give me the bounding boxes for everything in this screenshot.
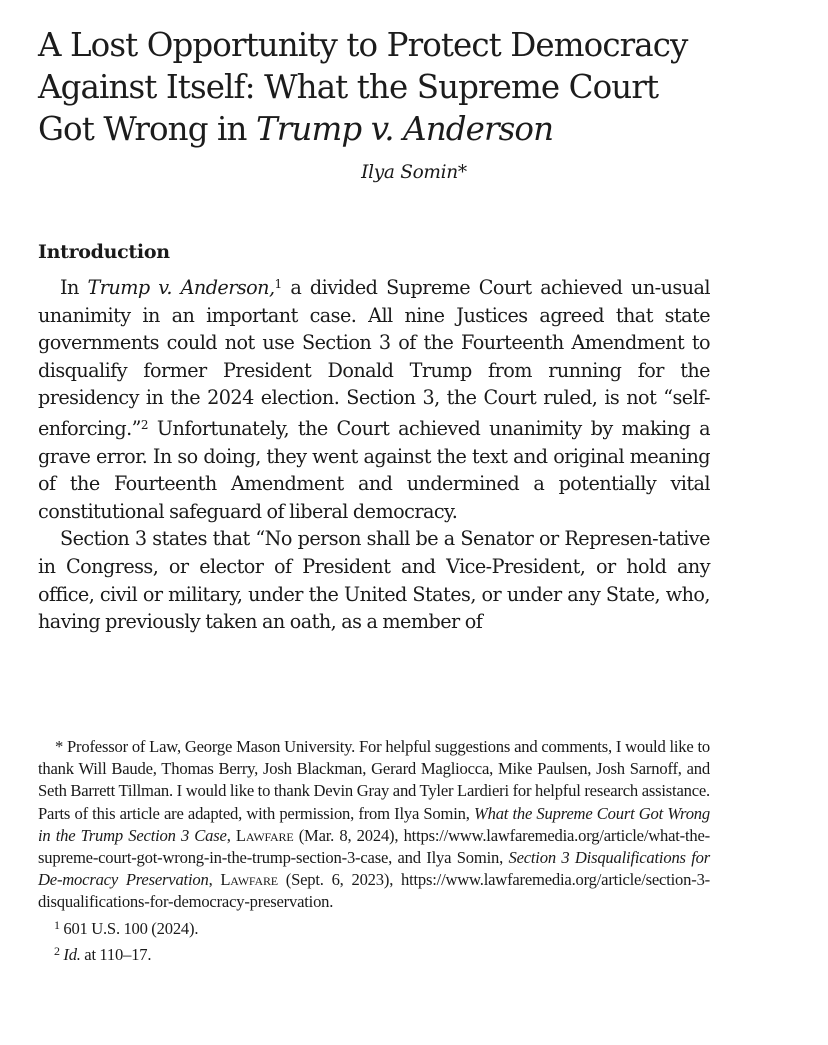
paragraph-1 (38, 271, 710, 525)
footnote-ref-2: 2 (140, 417, 149, 432)
footnotes (38, 736, 710, 966)
author-name: Ilya Somin* (361, 162, 467, 183)
footnote-2-text: at 110–17. (80, 944, 152, 964)
p1-mid: a divided Supreme Court achieved un-usual unanimity in an important case. All nine Justices agreed that state governments could not use Section 3 of the Fourteenth Amendment to disqualify former President Donald Trump from running for the presidency in the 2024 election. Section 3, the Court ruled, is not “self-enforcing.” (38, 276, 710, 440)
p1-case-name: Trump v. Anderson, (87, 276, 275, 299)
article-page (38, 24, 710, 636)
fn-star-sep-1: , (226, 825, 236, 845)
title-line-2: Against Itself: What the Supreme Court (38, 68, 659, 106)
footnote-ref-1: 1 (274, 277, 282, 291)
fn-star-sep-2: , (208, 870, 221, 890)
footnote-1-text: 601 U.S. 100 (2024). (59, 918, 199, 938)
title-line-3-text: Got Wrong in (38, 110, 256, 148)
footnote-2-id: Id. (63, 944, 81, 964)
footnote-1-number: 1 (54, 917, 60, 932)
fn-star-publication-2: Lawfare (220, 870, 278, 890)
article-title (38, 24, 710, 150)
footnote-2 (38, 940, 710, 966)
section-heading: Introduction (38, 241, 170, 263)
footnote-2-number: 2 (54, 943, 60, 958)
fn-star-text-2: (Mar. 8, 2024), https://www.lawfaremedia.org/article/what-the-supreme-court-got-wrong-in-the-trump-section-3-case, and Ilya Somin, (38, 825, 711, 868)
fn-star-title-2: Section 3 Disqualifications for De-mocracy Preservation (38, 848, 710, 890)
footnote-author (38, 736, 710, 914)
fn-star-text-1: * Professor of Law, George Mason University. For helpful suggestions and comments, I would like to thank Will Baude, Thomas Berry, Josh Blackman, Gerard Magliocca, Mike Paulsen, Josh Sarnoff, and Seth Barrett Tillman. I would like to thank Devin Gray and Tyler Lardieri for helpful research assistance. Parts of this article are adapted, with permission, from Ilya Somin, (38, 737, 710, 823)
fn-star-publication-1: Lawfare (235, 825, 294, 845)
title-line-1: A Lost Opportunity to Protect Democracy (38, 26, 688, 64)
title-line-3 (38, 108, 710, 150)
p1-post: Unfortunately, the Court achieved unanimity by making a grave error. In so doing, they went against the text and original meaning of the Fourteenth Amendment and undermined a potentially vital constitutional safeguard of liberal democracy. (38, 416, 710, 523)
footnote-1 (38, 914, 710, 940)
body-text (38, 271, 710, 636)
p1-pre: In (60, 276, 88, 299)
fn-star-text-3: (Sept. 6, 2023), https://www.lawfaremedia.org/article/section-3-disqualifications-for-democracy-preservation. (38, 870, 710, 912)
fn-star-title-1: What the Supreme Court Got Wrong in the Trump Section 3 Case (38, 803, 710, 845)
paragraph-2: Section 3 states that “No person shall be a Senator or Represen-tative in Congress, or elector of President and Vice-President, or hold any office, civil or military, under the United States, or under any State, who, having previously taken an oath, as a member of (38, 527, 710, 634)
title-case-name: Trump v. Anderson (256, 110, 554, 148)
